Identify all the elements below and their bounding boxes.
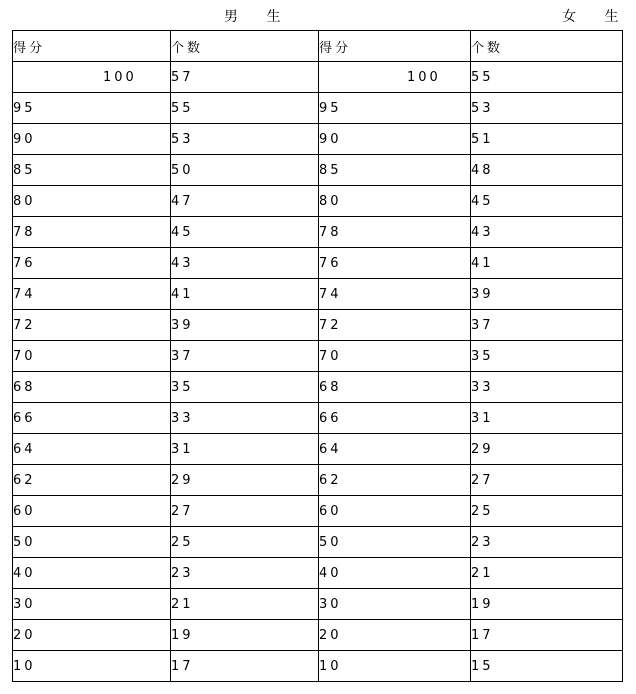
- male-count-cell: 23: [171, 558, 319, 589]
- male-score-cell: 30: [13, 589, 171, 620]
- table-row: [13, 124, 623, 155]
- male-score-cell: 70: [13, 341, 171, 372]
- female-count-cell: 25: [471, 496, 623, 527]
- male-score-cell: 78: [13, 217, 171, 248]
- female-score-cell: 80: [319, 186, 471, 217]
- male-score-cell: 76: [13, 248, 171, 279]
- header-female-count: 个数: [471, 31, 623, 62]
- male-score-cell: 10: [13, 651, 171, 682]
- male-score-cell: 20: [13, 620, 171, 651]
- female-score-cell: 62: [319, 465, 471, 496]
- male-count-cell: 27: [171, 496, 319, 527]
- male-score-cell: 62: [13, 465, 171, 496]
- male-score-cell: 72: [13, 310, 171, 341]
- male-score-cell: 66: [13, 403, 171, 434]
- female-score-cell: 78: [319, 217, 471, 248]
- female-score-cell: 20: [319, 620, 471, 651]
- header-male-score: 得分: [13, 31, 171, 62]
- female-count-cell: 17: [471, 620, 623, 651]
- male-count-cell: 31: [171, 434, 319, 465]
- female-count-cell: 53: [471, 93, 623, 124]
- male-score-cell: 60: [13, 496, 171, 527]
- table-row: [13, 465, 623, 496]
- male-score-cell: 74: [13, 279, 171, 310]
- male-count-cell: 39: [171, 310, 319, 341]
- table-row: [13, 651, 623, 682]
- female-count-cell: 27: [471, 465, 623, 496]
- table-row: [13, 62, 623, 93]
- table-row: [13, 620, 623, 651]
- female-score-cell: 70: [319, 341, 471, 372]
- male-score-cell: 64: [13, 434, 171, 465]
- male-score-cell: 68: [13, 372, 171, 403]
- male-count-cell: 17: [171, 651, 319, 682]
- female-count-cell: 35: [471, 341, 623, 372]
- female-score-cell: 40: [319, 558, 471, 589]
- table-body: [13, 62, 623, 682]
- female-score-cell: 74: [319, 279, 471, 310]
- male-group-label: 男 生: [224, 9, 293, 25]
- female-count-cell: 48: [471, 155, 623, 186]
- table-row: [13, 434, 623, 465]
- male-count-cell: 35: [171, 372, 319, 403]
- table-row: [13, 341, 623, 372]
- header-female-score: 得分: [319, 31, 471, 62]
- female-count-cell: 51: [471, 124, 623, 155]
- female-count-cell: 31: [471, 403, 623, 434]
- table-row: [13, 217, 623, 248]
- female-score-cell: 90: [319, 124, 471, 155]
- male-count-cell: 25: [171, 527, 319, 558]
- female-count-cell: 33: [471, 372, 623, 403]
- male-score-cell: 50: [13, 527, 171, 558]
- male-count-cell: 50: [171, 155, 319, 186]
- male-score-cell: 85: [13, 155, 171, 186]
- male-score-cell: 95: [13, 93, 171, 124]
- male-score-cell: 80: [13, 186, 171, 217]
- female-count-cell: 21: [471, 558, 623, 589]
- male-count-cell: 53: [171, 124, 319, 155]
- male-score-cell: 40: [13, 558, 171, 589]
- header-male-count: 个数: [171, 31, 319, 62]
- female-count-cell: 37: [471, 310, 623, 341]
- table-row: [13, 589, 623, 620]
- male-count-cell: 19: [171, 620, 319, 651]
- female-count-cell: 45: [471, 186, 623, 217]
- female-count-cell: 43: [471, 217, 623, 248]
- table-row: [13, 186, 623, 217]
- female-score-cell: 76: [319, 248, 471, 279]
- male-count-cell: 43: [171, 248, 319, 279]
- male-count-cell: 47: [171, 186, 319, 217]
- female-count-cell: 39: [471, 279, 623, 310]
- female-count-cell: 41: [471, 248, 623, 279]
- male-count-cell: 37: [171, 341, 319, 372]
- female-score-cell: 30: [319, 589, 471, 620]
- table-row: [13, 527, 623, 558]
- female-score-cell: 64: [319, 434, 471, 465]
- table-header-row: [13, 31, 623, 62]
- female-score-cell: 66: [319, 403, 471, 434]
- table-row: [13, 155, 623, 186]
- female-score-cell: 68: [319, 372, 471, 403]
- table-row: [13, 310, 623, 341]
- score-table: [12, 30, 623, 682]
- female-score-cell: 95: [319, 93, 471, 124]
- male-count-cell: 33: [171, 403, 319, 434]
- female-count-cell: 15: [471, 651, 623, 682]
- table-row: [13, 403, 623, 434]
- female-count-cell: 23: [471, 527, 623, 558]
- table-row: [13, 279, 623, 310]
- female-score-cell: 10: [319, 651, 471, 682]
- female-score-cell: 72: [319, 310, 471, 341]
- male-score-cell: 90: [13, 124, 171, 155]
- male-score-cell: 100: [13, 62, 171, 93]
- male-count-cell: 21: [171, 589, 319, 620]
- female-count-cell: 29: [471, 434, 623, 465]
- male-count-cell: 45: [171, 217, 319, 248]
- table-row: [13, 248, 623, 279]
- female-count-cell: 19: [471, 589, 623, 620]
- female-score-cell: 100: [319, 62, 471, 93]
- male-count-cell: 29: [171, 465, 319, 496]
- table-row: [13, 558, 623, 589]
- female-score-cell: 60: [319, 496, 471, 527]
- female-count-cell: 55: [471, 62, 623, 93]
- male-count-cell: 57: [171, 62, 319, 93]
- table-row: [13, 93, 623, 124]
- male-count-cell: 41: [171, 279, 319, 310]
- female-score-cell: 50: [319, 527, 471, 558]
- female-score-cell: 85: [319, 155, 471, 186]
- male-count-cell: 55: [171, 93, 319, 124]
- female-group-label: 女 生: [562, 9, 631, 25]
- table-row: [13, 496, 623, 527]
- table-row: [13, 372, 623, 403]
